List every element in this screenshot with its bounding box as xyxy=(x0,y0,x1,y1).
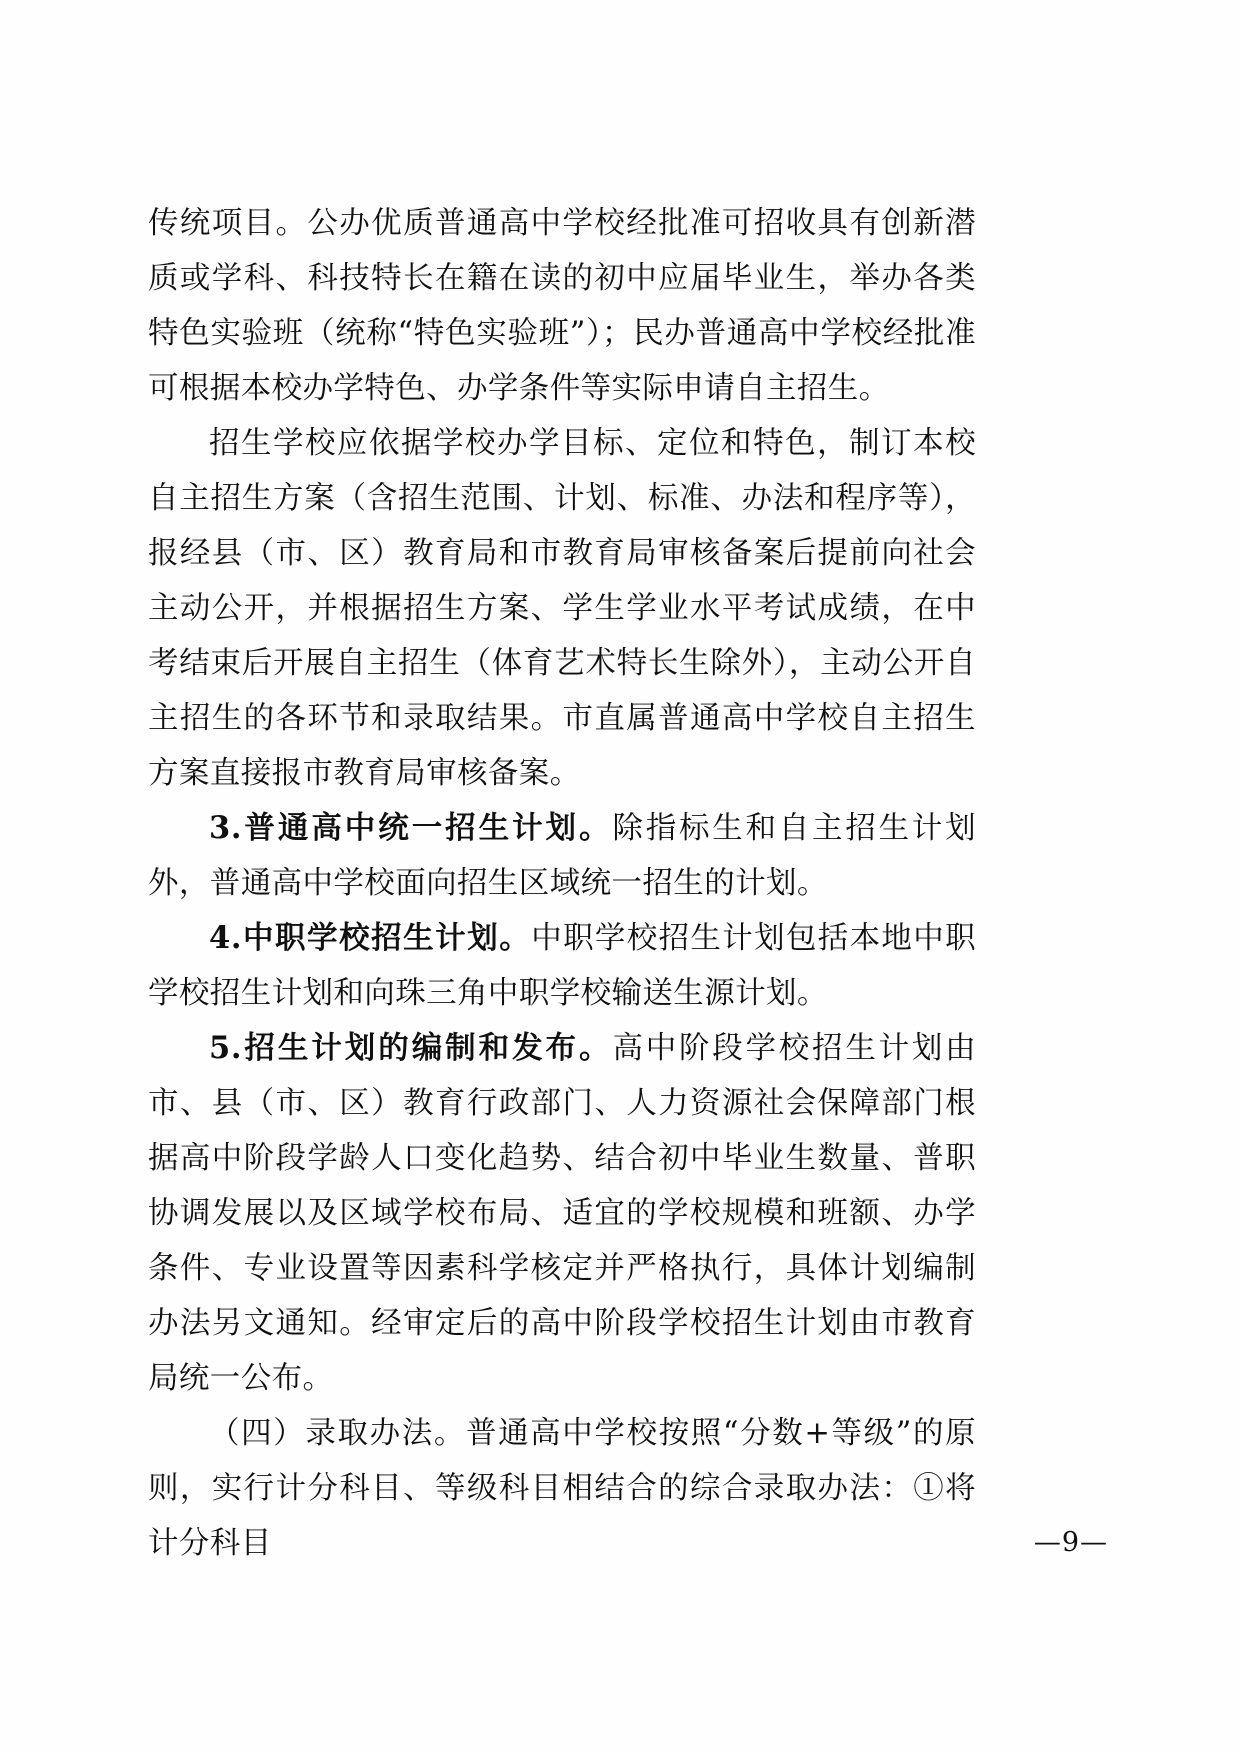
paragraph-text: 除指标生和自主招生计划外，普通高中学校面向招生区域统一招生的计划。 xyxy=(148,811,976,901)
document-body xyxy=(148,196,976,1571)
paragraph-item-4 xyxy=(148,911,976,1021)
paragraph-continued xyxy=(148,196,976,416)
paragraph-admission-plan xyxy=(148,416,976,801)
paragraph-text: 高中阶段学校招生计划由市、县（市、区）教育行政部门、人力资源社会保障部门根据高中阶段学龄人口变化趋势、结合初中毕业生数量、普职协调发展以及区域学校布局、适宜的学校规模和班额、办学条件、专业设置等因素科学核定并严格执行，具体计划编制办法另文通知。经审定后的高中阶段学校招生计划由市教育局统一公布。 xyxy=(148,1031,976,1396)
paragraph-heading: 4.中职学校招生计划。 xyxy=(209,920,532,956)
page-number: —9— xyxy=(1033,1527,1108,1558)
paragraph-text: 招生学校应依据学校办学目标、定位和特色，制订本校自主招生方案（含招生范围、计划、标准、办法和程序等），报经县（市、区）教育局和市教育局审核备案后提前向社会主动公开，并根据招生方案、学生学业水平考试成绩，在中考结束后开展自主招生（体育艺术特长生除外），主动公开自主招生的各环节和录取结果。市直属普通高中学校自主招生方案直接报市教育局审核备案。 xyxy=(148,426,976,791)
paragraph-text: （四）录取办法。普通高中学校按照“分数+等级”的原则，实行计分科目、等级科目相结合的综合录取办法：①将计分科目 xyxy=(148,1416,976,1561)
paragraph-heading: 5.招生计划的编制和发布。 xyxy=(209,1030,613,1066)
paragraph-text: 传统项目。公办优质普通高中学校经批准可招收具有创新潜质或学科、科技特长在籍在读的初中应届毕业生，举办各类特色实验班（统称“特色实验班”）；民办普通高中学校经批准可根据本校办学特色、办学条件等实际申请自主招生。 xyxy=(148,206,976,406)
paragraph-heading: 3.普通高中统一招生计划。 xyxy=(209,810,613,846)
paragraph-item-5 xyxy=(148,1021,976,1406)
paragraph-text: 中职学校招生计划包括本地中职学校招生计划和向珠三角中职学校输送生源计划。 xyxy=(148,921,976,1011)
paragraph-item-3 xyxy=(148,801,976,911)
